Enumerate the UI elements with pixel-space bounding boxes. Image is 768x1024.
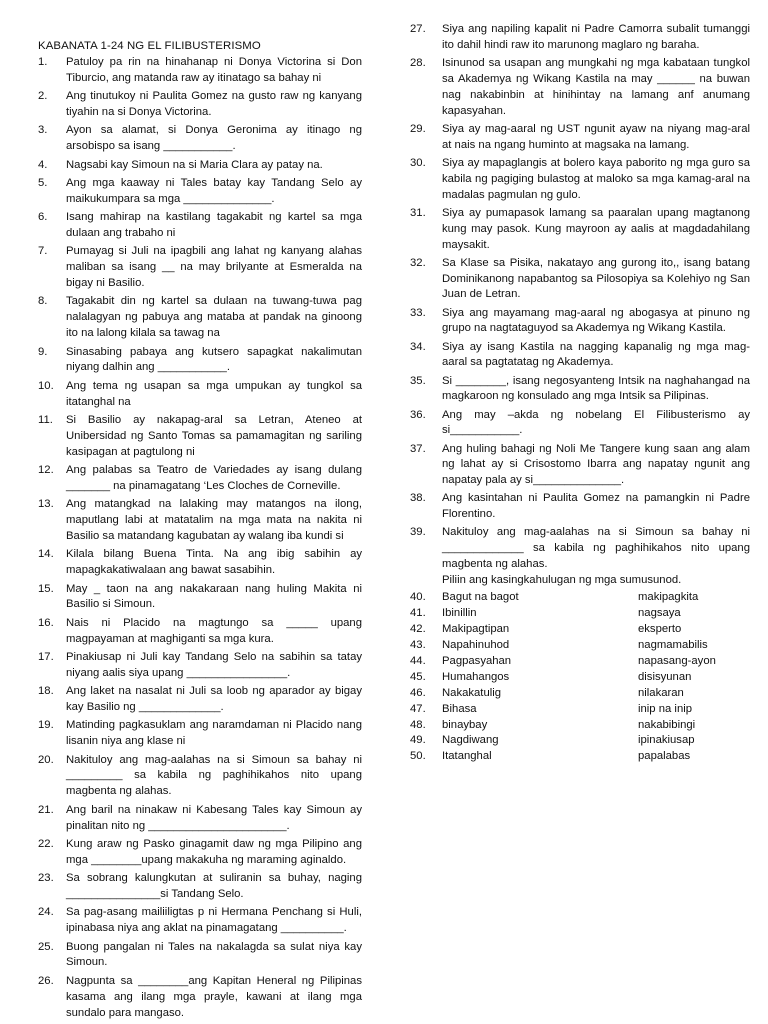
question-number: 16. xyxy=(38,616,54,629)
question-text: Ang mga kaaway ni Tales batay kay Tandang Selo ay maikukumpara sa mga ______________. xyxy=(66,176,362,205)
question-text: Nagsabi kay Simoun na si Maria Clara ay patay na. xyxy=(66,158,323,171)
question-text: Ang tinutukoy ni Paulita Gomez na gusto raw ng kanyang tiyahin na si Donya Victorina. xyxy=(66,90,362,119)
matching-word: Ibinillin xyxy=(442,607,477,620)
matching-word: Bagut na bagot xyxy=(442,591,519,604)
question-text: Nagpunta sa ________ang Kapitan Heneral ng Pilipinas kasama ang ilang mga prayle, kawani at ilang mga sundalo para mangaso. xyxy=(66,974,362,1019)
question-number: 33. xyxy=(410,306,426,319)
question-text: Ang baril na ninakaw ni Kabesang Tales kay Simoun ay pinalitan nito ng ______________________. xyxy=(66,803,362,832)
question-number: 17. xyxy=(38,650,54,663)
matching-row xyxy=(410,718,750,734)
matching-choice: napasang-ayon xyxy=(638,654,716,667)
matching-number: 44. xyxy=(410,654,426,667)
matching-row xyxy=(410,749,750,765)
question-item xyxy=(38,158,362,174)
matching-row xyxy=(410,654,750,670)
question-item xyxy=(410,206,750,254)
question-text: Siya ay isang Kastila na nagging kapanalig ng mga mag-aaral sa pagtatatag ng Akademya. xyxy=(442,340,750,369)
question-item xyxy=(38,55,362,87)
question-text: Pinakiusap ni Juli kay Tandang Selo na sabihin sa tatay niyang aalis siya upang ________________. xyxy=(66,650,362,679)
question-item xyxy=(410,442,750,490)
question-text: Isinunod sa usapan ang mungkahi ng mga kabataan tungkol sa Akademya ng Wikang Kastila na may ______ na buwan nag nakabinbin at hinihintay na lamang anf anumang kapasyahan. xyxy=(442,57,750,117)
question-text: Pumayag si Juli na ipagbili ang lahat ng kanyang alahas maliban sa isang __ na may brilyante at Esmeralda na bigay ni Basilio. xyxy=(66,245,362,290)
question-number: 7. xyxy=(38,245,48,258)
question-number: 23. xyxy=(38,872,54,885)
question-number: 28. xyxy=(410,57,426,69)
matching-choice: inip na inip xyxy=(638,702,693,715)
matching-word: Pagpasyahan xyxy=(442,654,512,667)
question-text: Siya ay mapaglangis at bolero kaya paborito ng mga guro sa kabila ng pagiging bulastog at maloko sa mga kamag-aral na madalas pagmulan ng gulo. xyxy=(442,156,750,201)
question-number: 3. xyxy=(38,124,48,137)
question-text: Sa pag-asang mailiiligtas p ni Hermana Penchang si Huli, ipinabasa niya ang aklat na pinamagatang __________. xyxy=(66,906,362,935)
matching-number: 50. xyxy=(410,750,426,763)
question-item xyxy=(410,122,750,154)
matching-number: 45. xyxy=(410,670,426,683)
matching-word: Nagdiwang xyxy=(442,734,499,747)
question-number: 14. xyxy=(38,548,54,561)
question-text: Si Basilio ay nakapag-aral sa Letran, Ateneo at Unibersidad ng Santo Tomas sa pamamagitan ng sariling kasipagan at pagtulong ni xyxy=(66,413,362,458)
question-item xyxy=(410,256,750,304)
question-text: Ayon sa alamat, si Donya Geronima ay itinago ng arsobispo sa isang ___________. xyxy=(66,124,362,153)
question-text: Tagakabit din ng kartel sa dulaan na tuwang-tuwa pag nalalagyan ng pabuya ang mataba at pandak na ginoong ito na lalong kilala sa tawag na xyxy=(66,295,362,340)
question-item xyxy=(410,525,750,573)
question-text: Siya ang mayamang mag-aaral ng abogasya at pinuno ng grupo na nagtataguyod sa Akademya ng Wikang Kastila. xyxy=(442,306,750,335)
question-number: 4. xyxy=(38,158,48,171)
question-item xyxy=(410,408,750,440)
matching-word: Napahinuhod xyxy=(442,638,510,651)
question-item xyxy=(410,374,750,406)
question-item xyxy=(38,547,362,579)
question-text: Patuloy pa rin na hinahanap ni Donya Victorina si Don Tiburcio, ang matanda raw ay itinatago sa bahay ni xyxy=(66,56,362,84)
question-text: Buong pangalan ni Tales na nakalagda sa sulat niya kay Simoun. xyxy=(66,940,362,969)
question-text: Siya ay mag-aaral ng UST ngunit ayaw na niyang mag-aral at nais na ngang huminto at magsaka na lamang. xyxy=(442,122,750,151)
matching-number: 48. xyxy=(410,718,426,731)
question-number: 21. xyxy=(38,803,54,816)
question-number: 27. xyxy=(410,23,426,35)
matching-row xyxy=(410,702,750,718)
question-item xyxy=(38,294,362,342)
question-text: Kilala bilang Buena Tinta. Na ang ibig sabihin ay mapagkakatiwalaan ang bawat sasabihin. xyxy=(66,548,362,577)
question-text: Ang matangkad na lalaking may matangos na ilong, maputlang labi at matatalim na mga mata na nakita ni Basilio sa matandang kagubatan ay walang iba kundi si xyxy=(66,498,362,543)
question-item xyxy=(38,616,362,648)
question-text: Si ________, isang negosyanteng Intsik na naghahangad na magkaroon ng konsulado ang mga Intsik sa Pilipinas. xyxy=(442,374,750,403)
matching-instructions: Piliin ang kasingkahulugan ng mga sumusunod. xyxy=(442,574,682,587)
question-number: 26. xyxy=(38,974,54,987)
question-number: 39. xyxy=(410,526,426,539)
question-item xyxy=(38,753,362,801)
question-number: 34. xyxy=(410,340,426,353)
question-item xyxy=(38,940,362,972)
matching-number: 46. xyxy=(410,686,426,699)
question-number: 2. xyxy=(38,90,48,103)
question-text: Nais ni Placido na magtungo sa _____ upang magpayaman at maghiganti sa mga kura. xyxy=(66,616,362,645)
matching-number: 41. xyxy=(410,607,426,620)
question-text: Ang tema ng usapan sa mga umpukan ay tungkol sa itatanghal na xyxy=(66,379,362,408)
matching-number: 47. xyxy=(410,702,426,715)
question-item xyxy=(38,803,362,835)
question-item xyxy=(38,379,362,411)
question-number: 29. xyxy=(410,122,426,135)
question-number: 30. xyxy=(410,156,426,169)
question-number: 25. xyxy=(38,940,54,953)
question-number: 15. xyxy=(38,582,54,595)
question-item xyxy=(410,56,750,120)
matching-number: 49. xyxy=(410,734,426,747)
matching-number: 42. xyxy=(410,623,426,636)
matching-row xyxy=(410,590,750,606)
question-item xyxy=(38,582,362,614)
question-item xyxy=(38,345,362,377)
question-number: 6. xyxy=(38,211,48,224)
matching-row xyxy=(410,733,750,749)
matching-choice: nakabibingi xyxy=(638,718,696,731)
question-item xyxy=(38,974,362,1022)
question-item xyxy=(410,306,750,338)
question-number: 37. xyxy=(410,442,426,455)
question-item xyxy=(38,684,362,716)
question-number: 35. xyxy=(410,374,426,387)
question-text: Siya ang napiling kapalit ni Padre Camorra subalit tumanggi ito dahil hindi raw ito marunong maglaro ng baraha. xyxy=(442,23,750,51)
question-number: 1. xyxy=(38,56,48,68)
question-number: 9. xyxy=(38,345,48,358)
question-item xyxy=(38,244,362,292)
question-item xyxy=(38,463,362,495)
right-question-list xyxy=(410,22,750,573)
matching-choice: makipagkita xyxy=(638,591,699,604)
right-column xyxy=(410,22,750,765)
question-text: Kung araw ng Pasko ginagamit daw ng mga Pilipino ang mga ________upang makakuha ng maraming aginaldo. xyxy=(66,837,362,866)
matching-list xyxy=(410,590,750,765)
question-item xyxy=(38,497,362,545)
question-item xyxy=(38,650,362,682)
matching-row xyxy=(410,638,750,654)
question-text: Nakituloy ang mag-aalahas na si Simoun sa bahay ni _________ sa kabila ng paghihikahos nito upang magbenta ng alahas. xyxy=(66,753,362,798)
question-number: 22. xyxy=(38,837,54,850)
matching-choice: nagmamabilis xyxy=(638,638,708,651)
question-item xyxy=(38,718,362,750)
question-text: Sinasabing pabaya ang kutsero sapagkat nakalimutan niyang dalhin ang ___________. xyxy=(66,345,362,374)
matching-word: Nakakatulig xyxy=(442,686,502,699)
question-item xyxy=(38,89,362,121)
question-number: 19. xyxy=(38,719,54,732)
question-item xyxy=(38,176,362,208)
matching-choice: eksperto xyxy=(638,623,682,636)
question-number: 11. xyxy=(38,413,53,426)
question-text: Ang laket na nasalat ni Juli sa loob ng aparador ay bigay kay Basilio ng _____________. xyxy=(66,685,362,714)
matching-row xyxy=(410,622,750,638)
question-text: Ang may –akda ng nobelang El Filibusterismo ay si___________. xyxy=(442,408,750,437)
question-item xyxy=(410,156,750,204)
question-number: 8. xyxy=(38,295,48,308)
question-text: Siya ay pumapasok lamang sa paaralan upang magtanong kung may pasok. Kung mayroon ay aalis at magdadahilang maysakit. xyxy=(442,206,750,251)
question-text: Nakituloy ang mag-aalahas na si Simoun sa bahay ni _____________ sa kabila ng paghihikahos nito upang magbenta ng alahas. xyxy=(442,526,750,571)
question-number: 20. xyxy=(38,753,54,766)
question-number: 24. xyxy=(38,906,54,919)
question-item xyxy=(38,871,362,903)
question-number: 31. xyxy=(410,206,426,219)
question-item xyxy=(38,837,362,869)
left-question-list xyxy=(38,55,362,1021)
question-text: Ang palabas sa Teatro de Variedades ay isang dulang _______ na pinamagatang ‘Les Cloches de Corneville. xyxy=(66,464,362,492)
question-text: Ang kasintahan ni Paulita Gomez na pamangkin ni Padre Florentino. xyxy=(442,492,750,521)
matching-choice: disisyunan xyxy=(638,670,692,683)
matching-number: 43. xyxy=(410,638,426,651)
matching-word: Itatanghal xyxy=(442,750,492,763)
matching-word: Bihasa xyxy=(442,702,477,715)
question-text: Isang mahirap na kastilang tagakabit ng kartel sa mga dulaan ang trabaho ni xyxy=(66,211,362,240)
question-text: Matinding pagkasuklam ang naramdaman ni Placido nang lisanin niya ang klase ni xyxy=(66,719,362,748)
question-number: 32. xyxy=(410,256,426,269)
matching-row xyxy=(410,606,750,622)
matching-row xyxy=(410,686,750,702)
question-item xyxy=(38,123,362,155)
matching-choice: nagsaya xyxy=(638,607,681,620)
question-item xyxy=(38,905,362,937)
question-number: 5. xyxy=(38,176,48,189)
question-number: 38. xyxy=(410,492,426,505)
matching-choice: nilakaran xyxy=(638,686,684,699)
question-item xyxy=(410,340,750,372)
question-number: 13. xyxy=(38,498,54,511)
matching-choice: ipinakiusap xyxy=(638,734,695,747)
question-number: 18. xyxy=(38,685,54,698)
question-text: May _ taon na ang nakakaraan nang huling Makita ni Basilio si Simoun. xyxy=(66,582,362,611)
left-column xyxy=(38,38,362,1024)
matching-choice: papalabas xyxy=(638,750,691,763)
matching-word: Humahangos xyxy=(442,670,510,683)
question-number: 12. xyxy=(38,464,54,477)
question-number: 36. xyxy=(410,408,426,421)
matching-word: binaybay xyxy=(442,718,488,731)
question-text: Sa Klase sa Pisika, nakatayo ang gurong ito,, isang batang Dominikanong napabantog sa Pilosopiya sa Kolehiyo ng San Juan de Letran. xyxy=(442,256,750,301)
question-text: Ang huling bahagi ng Noli Me Tangere kung saan ang alam ng lahat ay si Crisostomo Ibarra ang napatay ngunit ang napatay pala ay si______________. xyxy=(442,442,750,487)
matching-row xyxy=(410,670,750,686)
question-item xyxy=(38,210,362,242)
matching-number: 40. xyxy=(410,591,426,604)
matching-word: Makipagtipan xyxy=(442,623,510,636)
question-number: 10. xyxy=(38,379,54,392)
question-text: Sa sobrang kalungkutan at suliranin sa buhay, naging _______________si Tandang Selo. xyxy=(66,872,362,900)
question-item xyxy=(410,491,750,523)
document-title: KABANATA 1-24 NG EL FILIBUSTERISMO xyxy=(38,40,261,52)
question-item xyxy=(38,413,362,461)
question-item xyxy=(410,22,750,54)
